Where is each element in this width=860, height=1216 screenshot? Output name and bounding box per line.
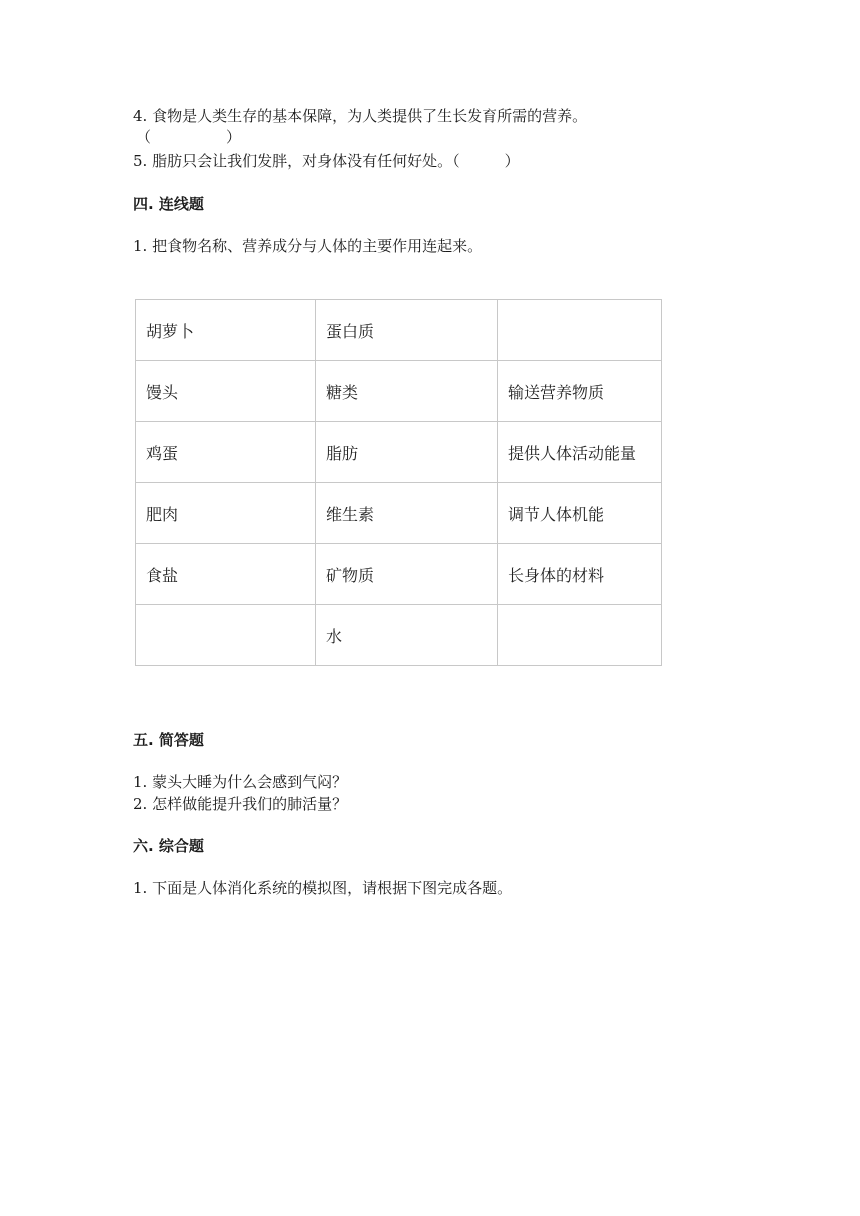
table-row (136, 605, 662, 666)
table-row (136, 361, 662, 422)
food-cell[interactable] (136, 605, 316, 666)
matching-table (135, 299, 662, 666)
table-row (136, 300, 662, 361)
function-cell[interactable]: 输送营养物质 (498, 361, 662, 422)
function-cell[interactable]: 长身体的材料 (498, 544, 662, 605)
judge-question-5: 5. 脂肪只会让我们发胖，对身体没有任何好处。（ ） (133, 152, 520, 170)
nutrient-cell[interactable]: 糖类 (316, 361, 498, 422)
function-cell[interactable] (498, 605, 662, 666)
function-cell[interactable]: 提供人体活动能量 (498, 422, 662, 483)
section-6-title: 六. 综合题 (133, 837, 204, 855)
table-row (136, 483, 662, 544)
judge-question-4: 4. 食物是人类生存的基本保障，为人类提供了生长发育所需的营养。 (133, 107, 588, 125)
nutrient-cell[interactable]: 蛋白质 (316, 300, 498, 361)
nutrient-cell[interactable]: 维生素 (316, 483, 498, 544)
nutrient-cell[interactable]: 水 (316, 605, 498, 666)
section-4-question-1: 1. 把食物名称、营养成分与人体的主要作用连起来。 (133, 237, 483, 255)
food-cell[interactable]: 馒头 (136, 361, 316, 422)
table-row (136, 544, 662, 605)
section-5-title: 五. 简答题 (133, 731, 204, 749)
food-cell[interactable]: 胡萝卜 (136, 300, 316, 361)
section-6-question-1: 1. 下面是人体消化系统的模拟图，请根据下图完成各题。 (133, 879, 513, 897)
nutrient-cell[interactable]: 脂肪 (316, 422, 498, 483)
food-cell[interactable]: 食盐 (136, 544, 316, 605)
nutrient-cell[interactable]: 矿物质 (316, 544, 498, 605)
food-cell[interactable]: 肥肉 (136, 483, 316, 544)
food-cell[interactable]: 鸡蛋 (136, 422, 316, 483)
judge-question-4-answer-blank[interactable]: （ ） (136, 128, 242, 146)
function-cell[interactable]: 调节人体机能 (498, 483, 662, 544)
section-5-question-2: 2. 怎样做能提升我们的肺活量？ (133, 795, 348, 813)
table-row (136, 422, 662, 483)
section-5-question-1: 1. 蒙头大睡为什么会感到气闷？ (133, 773, 348, 791)
function-cell[interactable] (498, 300, 662, 361)
section-4-title: 四. 连线题 (133, 195, 204, 213)
